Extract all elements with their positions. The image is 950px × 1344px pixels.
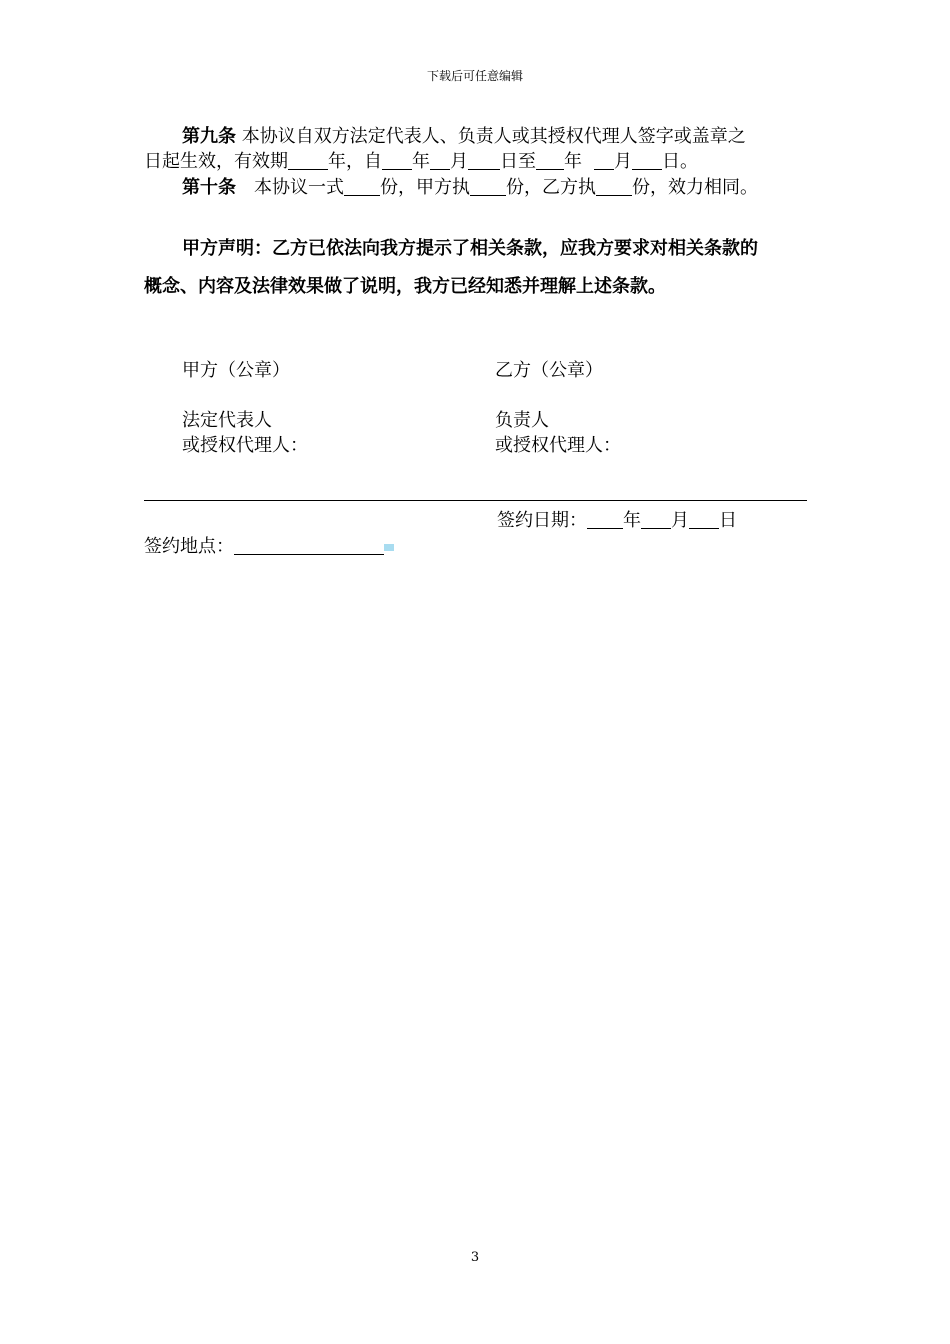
party-b-agent: 或授权代理人： bbox=[495, 435, 621, 456]
signing-month-blank bbox=[641, 510, 671, 529]
start-year-label: 年 bbox=[412, 151, 430, 172]
article-9-validity-label: 日起生效，有效期 bbox=[144, 151, 288, 172]
end-month-blank bbox=[594, 151, 614, 170]
signature-divider bbox=[144, 500, 807, 501]
signing-place bbox=[144, 532, 394, 558]
start-day-blank bbox=[468, 151, 500, 170]
copies-party-b-blank bbox=[596, 177, 632, 196]
article-9-from-label: 年，自 bbox=[328, 151, 382, 172]
start-day-label: 日至 bbox=[500, 151, 536, 172]
declaration-line-2: 概念、内容及法律效果做了说明，我方已经知悉并理解上述条款。 bbox=[144, 276, 666, 297]
article-10-party-b-label: 份，乙方执 bbox=[506, 177, 596, 198]
end-year-blank bbox=[536, 151, 564, 170]
start-month-blank bbox=[430, 151, 450, 170]
end-year-label: 年 bbox=[564, 151, 582, 172]
signing-place-label: 签约地点： bbox=[144, 536, 234, 557]
signing-year-blank bbox=[587, 510, 623, 529]
article-9-line-1 bbox=[182, 125, 746, 149]
signing-year-label: 年 bbox=[623, 510, 641, 531]
cursor-marker bbox=[384, 544, 394, 551]
end-day-label: 日。 bbox=[662, 151, 698, 172]
party-a-seal: 甲方（公章） bbox=[182, 360, 290, 381]
page-number: 3 bbox=[470, 1250, 480, 1265]
article-9-text-1: 本协议自双方法定代表人、负责人或其授权代理人签字或盖章之 bbox=[241, 126, 746, 147]
signing-day-label: 日 bbox=[719, 510, 737, 531]
page-header: 下载后可任意编辑 bbox=[426, 69, 523, 83]
article-10-heading: 第十条 bbox=[182, 177, 236, 198]
copies-party-a-blank bbox=[470, 177, 506, 196]
article-9-heading: 第九条 bbox=[182, 126, 236, 147]
validity-years-blank bbox=[288, 151, 328, 170]
declaration-line-1: 甲方声明：乙方已依法向我方提示了相关条款，应我方要求对相关条款的 bbox=[182, 238, 758, 259]
copies-total-blank bbox=[344, 177, 380, 196]
party-b-seal: 乙方（公章） bbox=[495, 360, 603, 381]
signing-date-label: 签约日期： bbox=[497, 510, 587, 531]
article-9-line-2 bbox=[144, 150, 698, 174]
article-10-line bbox=[182, 176, 758, 200]
article-10-effect-label: 份，效力相同。 bbox=[632, 177, 758, 198]
start-year-blank bbox=[382, 151, 412, 170]
signing-month-label: 月 bbox=[671, 510, 689, 531]
signing-day-blank bbox=[689, 510, 719, 529]
party-a-representative: 法定代表人 bbox=[182, 410, 272, 431]
signing-place-blank bbox=[234, 536, 384, 555]
end-month-label: 月 bbox=[614, 151, 632, 172]
end-day-blank bbox=[632, 151, 662, 170]
article-10-party-a-label: 份，甲方执 bbox=[380, 177, 470, 198]
signing-date bbox=[497, 506, 737, 532]
party-b-representative: 负责人 bbox=[495, 410, 549, 431]
start-month-label: 月 bbox=[450, 151, 468, 172]
article-10-copies-label: 本协议一式 bbox=[254, 177, 344, 198]
party-a-agent: 或授权代理人： bbox=[182, 435, 308, 456]
